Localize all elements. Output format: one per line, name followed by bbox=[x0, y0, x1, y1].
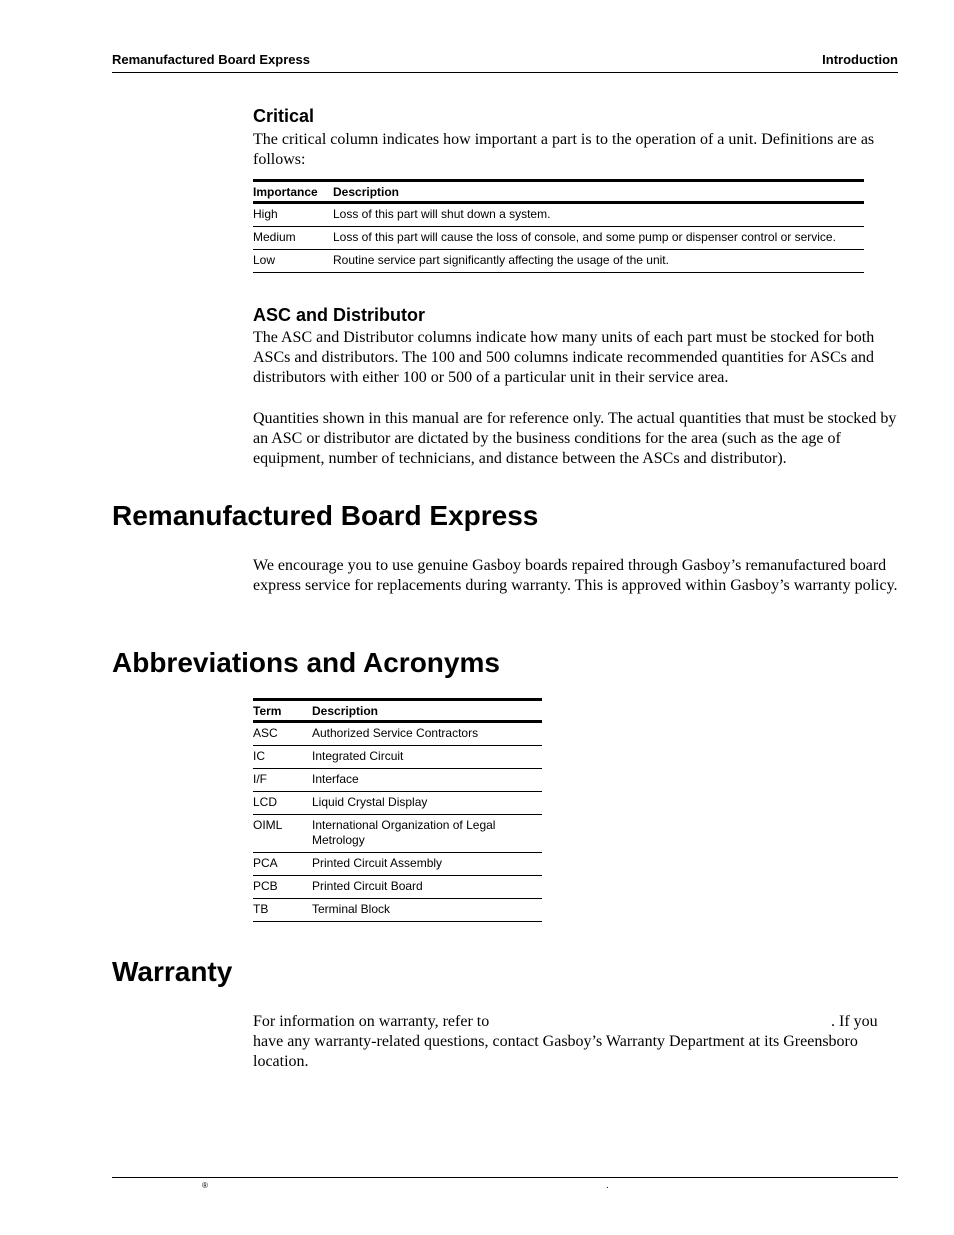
table-cell: IC bbox=[253, 746, 312, 769]
reman-section-heading: Remanufactured Board Express bbox=[112, 500, 539, 531]
footer-rule bbox=[112, 1177, 898, 1178]
table-cell: Loss of this part will shut down a system. bbox=[333, 203, 864, 227]
warranty-line-start: For information on warranty, refer to bbox=[253, 1013, 490, 1030]
column-header: Description bbox=[312, 700, 542, 722]
running-header bbox=[112, 52, 898, 73]
critical-intro: The critical column indicates how important a part is to the operation of a unit. Definitions are as follows: bbox=[253, 131, 875, 168]
table-row bbox=[253, 203, 864, 227]
reman-paragraph: We encourage you to use genuine Gasboy boards repaired through Gasboy’s remanufactured board express service for replacements during warranty. This is approved within Gasboy’s warranty policy. bbox=[253, 557, 898, 594]
footer-registered-mark: ® bbox=[202, 1181, 208, 1190]
table-row bbox=[253, 722, 542, 746]
table-cell: Low bbox=[253, 250, 333, 273]
table-cell: LCD bbox=[253, 792, 312, 815]
table-row bbox=[253, 227, 864, 250]
table-cell: TB bbox=[253, 899, 312, 922]
table-header-row bbox=[253, 700, 542, 722]
table-row bbox=[253, 853, 542, 876]
table-cell: PCB bbox=[253, 876, 312, 899]
table-cell: Medium bbox=[253, 227, 333, 250]
table-row bbox=[253, 815, 542, 853]
table-cell: PCA bbox=[253, 853, 312, 876]
table-row bbox=[253, 792, 542, 815]
abbreviations-table bbox=[253, 698, 542, 922]
critical-heading: Critical bbox=[253, 106, 315, 126]
table-row bbox=[253, 250, 864, 273]
warranty-line-end: . If you bbox=[831, 1013, 878, 1030]
footer-dot: . bbox=[606, 1180, 609, 1191]
table-cell: Printed Circuit Board bbox=[312, 876, 542, 899]
table-cell: Interface bbox=[312, 769, 542, 792]
table-cell: Authorized Service Contractors bbox=[312, 722, 542, 746]
table-cell: I/F bbox=[253, 769, 312, 792]
table-cell: Liquid Crystal Display bbox=[312, 792, 542, 815]
table-cell: Integrated Circuit bbox=[312, 746, 542, 769]
asc-paragraph-2: Quantities shown in this manual are for reference only. The actual quantities that must be stocked by an ASC or distributor are dictated by the business conditions for the area (such as the age of equipment, number of technicians, and distance between the ASCs and distributor). bbox=[253, 410, 897, 467]
column-header: Importance bbox=[253, 181, 333, 203]
table-cell: International Organization of Legal Metrology bbox=[312, 815, 542, 853]
critical-table bbox=[253, 179, 864, 273]
column-header: Description bbox=[333, 181, 864, 203]
header-chapter-title: Introduction bbox=[822, 52, 898, 67]
table-cell: OIML bbox=[253, 815, 312, 853]
table-cell: Routine service part significantly affecting the usage of the unit. bbox=[333, 250, 864, 273]
abbrev-section-heading: Abbreviations and Acronyms bbox=[112, 647, 500, 678]
asc-paragraph-1: The ASC and Distributor columns indicate how many units of each part must be stocked for both ASCs and distributors. The 100 and 500 columns indicate recommended quantities for ASCs and distributors with either 100 or 500 of a particular unit in their service area. bbox=[253, 329, 875, 386]
table-row bbox=[253, 769, 542, 792]
table-cell: High bbox=[253, 203, 333, 227]
table-cell: Printed Circuit Assembly bbox=[312, 853, 542, 876]
column-header: Term bbox=[253, 700, 312, 722]
table-cell: Terminal Block bbox=[312, 899, 542, 922]
asc-heading: ASC and Distributor bbox=[253, 305, 426, 325]
table-cell: ASC bbox=[253, 722, 312, 746]
table-row bbox=[253, 746, 542, 769]
warranty-section-heading: Warranty bbox=[112, 956, 233, 987]
table-row bbox=[253, 876, 542, 899]
header-doc-title: Remanufactured Board Express bbox=[112, 52, 310, 67]
table-row bbox=[253, 899, 542, 922]
table-header-row bbox=[253, 181, 864, 203]
table-cell: Loss of this part will cause the loss of console, and some pump or dispenser control or service. bbox=[333, 227, 864, 250]
warranty-paragraph: have any warranty-related questions, contact Gasboy’s Warranty Department at its Greensboro location. bbox=[253, 1033, 858, 1070]
